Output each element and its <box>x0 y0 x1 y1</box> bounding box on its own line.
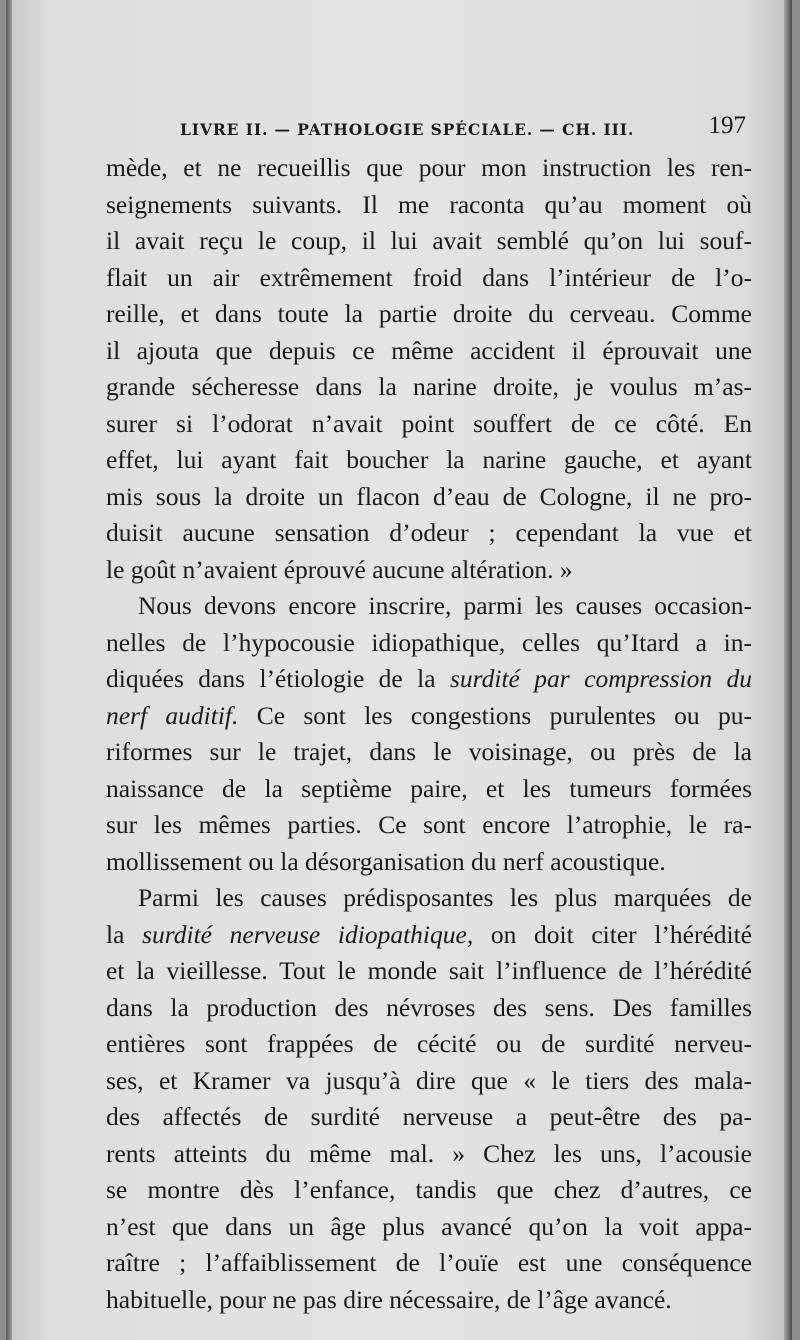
text-segment: dans la production des névroses des sens. Des familles <box>106 992 752 1022</box>
text-line <box>106 552 752 589</box>
text-segment: Ce sont les congestions purulentes ou pu- <box>238 700 752 730</box>
text-segment: seignements suivants. Il me raconta qu’au moment où <box>106 189 752 219</box>
text-line <box>106 953 752 990</box>
text-line <box>106 1209 752 1246</box>
text-segment: n’est que dans un âge plus avancé qu’on la voit appa- <box>106 1211 752 1241</box>
text-segment: Nous devons encore inscrire, parmi les causes occasion- <box>138 591 752 620</box>
text-segment: diquées dans l’étiologie de la <box>106 664 450 693</box>
running-head: LIVRE II. — PATHOLOGIE SPÉCIALE. — CH. III. <box>180 120 635 139</box>
text-line <box>106 333 752 370</box>
text-line <box>106 479 752 516</box>
text-segment: entières sont frappées de cécité ou de surdité nerveu- <box>106 1029 752 1058</box>
italic-text: nerf auditif. <box>106 700 239 730</box>
text-segment: raître ; l’affaiblissement de l’ouïe est une conséquence <box>106 1248 752 1277</box>
text-line <box>106 698 752 735</box>
text-line <box>106 625 752 662</box>
text-segment: mollissement ou la désorganisation du nerf acoustique. <box>106 846 666 876</box>
text-segment: se montre dès l’enfance, tandis que chez d’autres, ce <box>106 1175 752 1204</box>
body-text <box>106 150 752 1318</box>
text-line <box>106 1026 752 1063</box>
text-line <box>106 771 752 808</box>
text-line <box>106 1172 752 1209</box>
text-line <box>106 150 752 187</box>
text-line <box>106 1063 752 1100</box>
text-segment: habituelle, pour ne pas dire nécessaire, de l’âge avancé. <box>106 1284 672 1314</box>
text-segment: effet, lui ayant fait boucher la narine gauche, et ayant <box>106 445 752 474</box>
page-edge-shadow <box>784 0 792 1340</box>
text-line <box>106 661 752 698</box>
page-gutter-shadow <box>6 0 12 1340</box>
text-segment: Parmi les causes prédisposantes les plus marquées de <box>138 883 752 912</box>
text-segment: naissance de la septième paire, et les tumeurs formées <box>106 773 752 803</box>
text-line <box>106 734 752 771</box>
text-line <box>106 844 752 881</box>
text-segment: surer si l’odorat n’avait point souffert de ce côté. En <box>106 408 752 438</box>
text-segment: grande sécheresse dans la narine droite, je voulus m’as- <box>106 372 752 401</box>
text-line <box>106 1245 752 1282</box>
text-segment: et la vieillesse. Tout le monde sait l’influence de l’hérédité <box>106 956 752 985</box>
text-segment: riformes sur le trajet, dans le voisinage, ou près de la <box>106 737 752 766</box>
text-line <box>106 588 752 625</box>
text-line <box>106 990 752 1027</box>
text-segment: sur les mêmes parties. Ce sont encore l’atrophie, le ra- <box>106 810 752 839</box>
text-line <box>106 515 752 552</box>
text-segment: il avait reçu le coup, il lui avait semblé qu’on lui souf- <box>106 226 752 255</box>
text-line <box>106 807 752 844</box>
text-segment: le goût n’avaient éprouvé aucune altération. » <box>106 554 573 584</box>
text-segment: la <box>106 919 143 949</box>
text-segment: duisit aucune sensation d’odeur ; cependant la vue et <box>106 518 752 547</box>
text-line <box>106 1282 752 1319</box>
text-segment: rents atteints du même mal. » Chez les uns, l’acousie <box>106 1138 752 1168</box>
text-line <box>106 880 752 917</box>
text-line <box>106 187 752 224</box>
text-segment: reille, et dans toute la partie droite du cerveau. Comme <box>106 299 752 328</box>
text-line <box>106 296 752 333</box>
text-line <box>106 223 752 260</box>
text-segment: il ajouta que depuis ce même accident il éprouvait une <box>106 335 752 365</box>
page-number: 197 <box>708 112 746 139</box>
italic-text: surdité nerveuse idiopathique, <box>142 919 474 949</box>
text-segment: on doit citer l’hérédité <box>473 919 753 949</box>
text-segment: mède, et ne recueillis que pour mon instruction les ren- <box>106 153 752 182</box>
italic-text: surdité par compression du <box>449 664 752 693</box>
text-segment: mis sous la droite un flacon d’eau de Cologne, il ne pro- <box>106 481 752 511</box>
text-line <box>106 260 752 297</box>
text-line <box>106 917 752 954</box>
page-header <box>180 112 746 146</box>
text-segment: ses, et Kramer va jusqu’à dire que « le tiers des mala- <box>106 1065 752 1095</box>
text-segment: des affectés de surdité nerveuse a peut-être des pa- <box>106 1102 752 1131</box>
book-page <box>6 0 792 1340</box>
text-line <box>106 369 752 406</box>
text-line <box>106 406 752 443</box>
text-segment: flait un air extrêmement froid dans l’intérieur de l’o- <box>106 262 752 292</box>
text-segment: nelles de l’hypocousie idiopathique, celles qu’Itard a in- <box>106 627 752 657</box>
text-line <box>106 1099 752 1136</box>
text-line <box>106 1136 752 1173</box>
text-line <box>106 442 752 479</box>
